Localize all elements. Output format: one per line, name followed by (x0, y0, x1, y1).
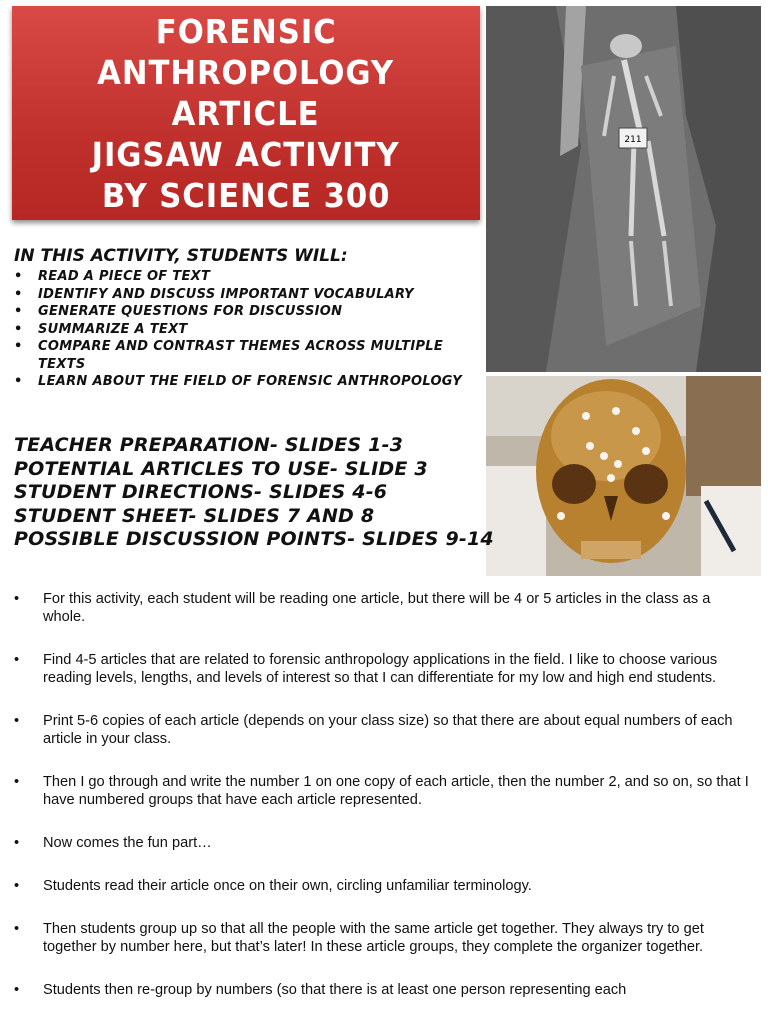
activity-list (14, 268, 480, 391)
list-item: • COMPARE AND CONTRAST THEMES ACROSS MULTIPLE TEXTS (14, 338, 480, 373)
list-item: • READ A PIECE OF TEXT (14, 268, 480, 286)
skeleton-excavation-image (486, 6, 761, 372)
slide-index (14, 434, 494, 552)
title-line: ANTHROPOLOGY (97, 52, 395, 92)
burial-photo (486, 6, 761, 372)
slide-index-item: TEACHER PREPARATION- SLIDES 1-3 (14, 434, 404, 456)
list-item: • SUMMARIZE A TEXT (14, 321, 480, 339)
instruction-item: • Now comes the fun part… (14, 834, 756, 852)
skull-photo (486, 376, 761, 576)
title-line: JIGSAW ACTIVITY (92, 134, 400, 174)
activity-heading: IN THIS ACTIVITY, STUDENTS WILL: (14, 246, 348, 266)
title-line: BY SCIENCE 300 (101, 175, 391, 215)
instruction-item: • For this activity, each student will be reading one article, but there will be 4 or 5 articles in the class as a whole. (14, 590, 756, 626)
instruction-item: • Print 5-6 copies of each article (depends on your class size) so that there are about equal numbers of each article in your class. (14, 712, 756, 748)
list-item: • IDENTIFY AND DISCUSS IMPORTANT VOCABULARY (14, 286, 480, 304)
instruction-list (14, 590, 756, 1024)
title-banner (12, 6, 480, 220)
instruction-item: • Students read their article once on their own, circling unfamiliar terminology. (14, 877, 756, 895)
instruction-item: • Students then re-group by numbers (so that there is at least one person representing each (14, 981, 756, 999)
instruction-item: • Find 4-5 articles that are related to forensic anthropology applications in the field. I like to choose various reading levels, lengths, and levels of interest so that I can differentiate for my low and high end students. (14, 651, 756, 687)
list-item: • GENERATE QUESTIONS FOR DISCUSSION (14, 303, 480, 321)
skull-image (486, 376, 761, 576)
slide-index-item: POTENTIAL ARTICLES TO USE- SLIDE 3 (14, 457, 428, 480)
list-item: • LEARN ABOUT THE FIELD OF FORENSIC ANTHROPOLOGY (14, 373, 480, 391)
title-line: ARTICLE (172, 93, 320, 133)
instruction-item: • Then I go through and write the number 1 on one copy of each article, then the number 2, and so on, so that I have numbered groups that have each article represented. (14, 773, 756, 809)
slide-index-item: POSSIBLE DISCUSSION POINTS- SLIDES 9-14 (14, 528, 494, 550)
instruction-item: • Then students group up so that all the people with the same article get together. They always try to get together by number here, but that’s later! In these article groups, they complete the organizer together. (14, 920, 756, 956)
burial-tag-label: 211 (624, 135, 642, 145)
title-line: FORENSIC (155, 11, 337, 51)
slide-index-item: STUDENT SHEET- SLIDES 7 AND 8 (14, 504, 375, 527)
slide-index-item: STUDENT DIRECTIONS- SLIDES 4-6 (14, 481, 388, 503)
